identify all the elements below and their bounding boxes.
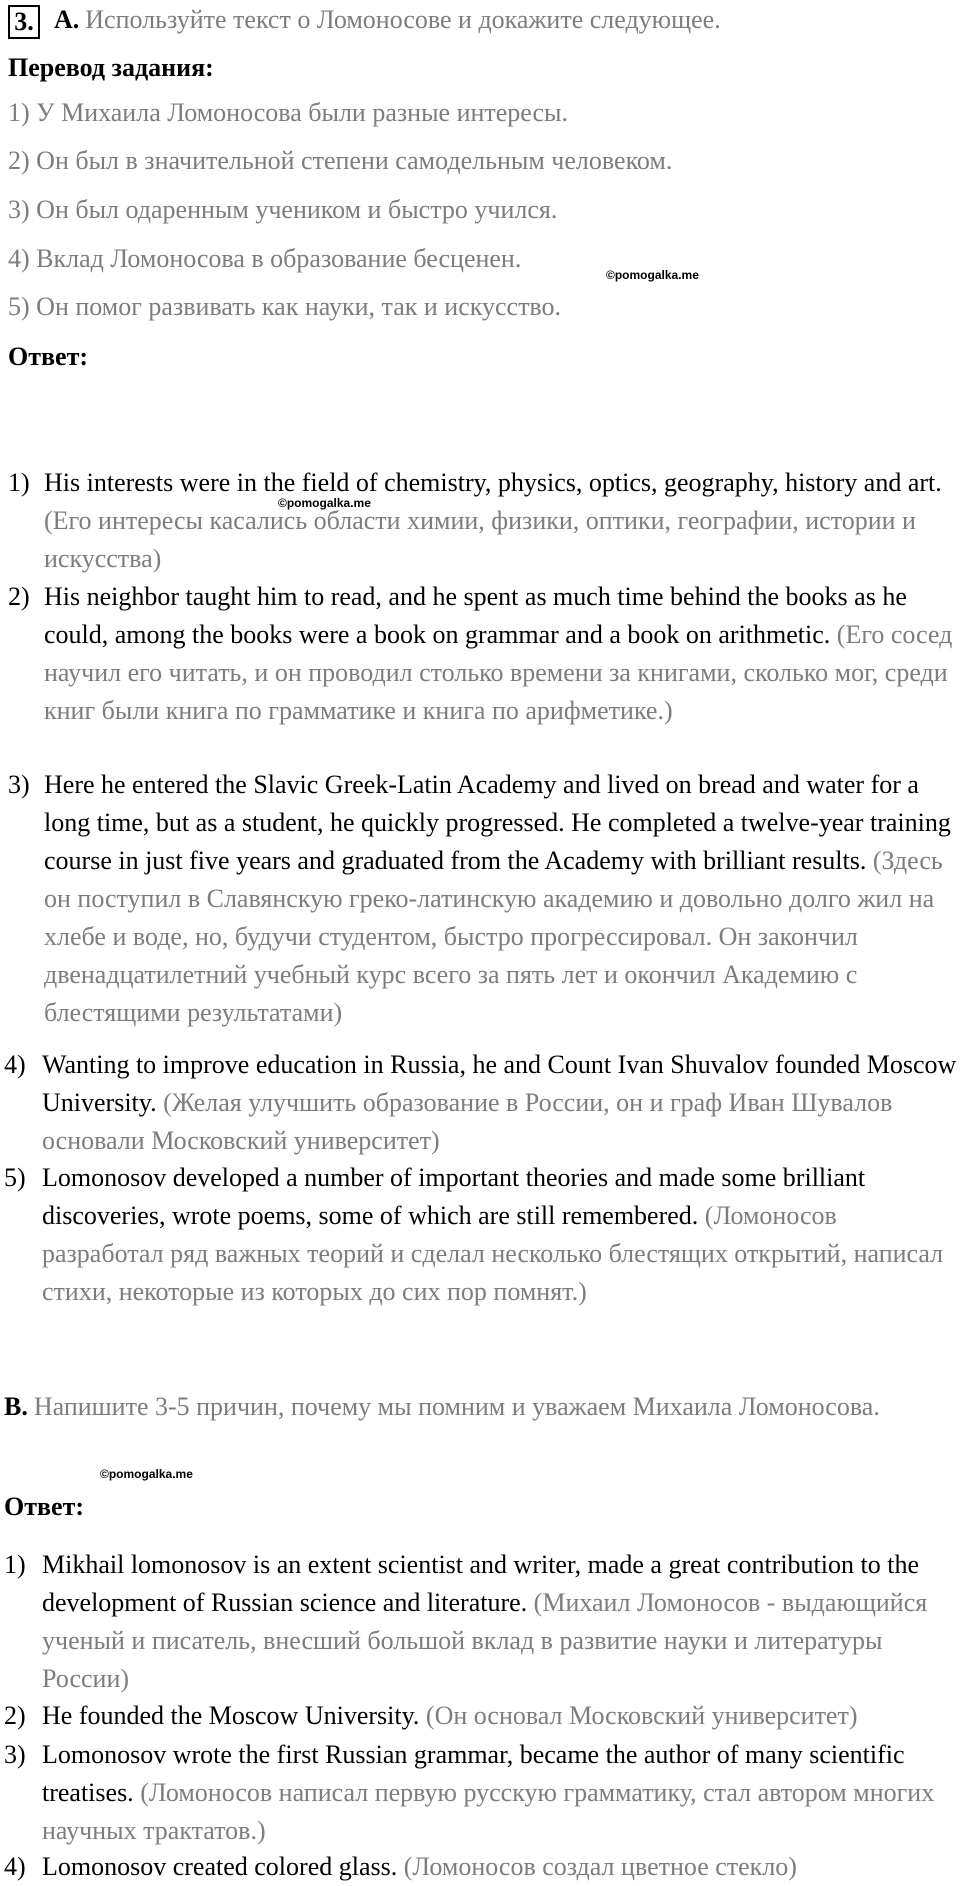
list-item: 2) He founded the Moscow University. (Он основал Московский университет) (4, 1701, 858, 1730)
list-item: 1) His interests were in the field of chemistry, physics, optics, geography, history and art. (Его интересы касались области химии, физики, оптики, географии, истории и искусства) (8, 468, 942, 573)
part-b-letter: B. (4, 1392, 28, 1421)
part-b-task (4, 1388, 904, 1426)
part-a-letter: A. (54, 5, 80, 34)
translation-item-4: 4) Вклад Ломоносова в образование бесценен. (8, 244, 522, 273)
watermark: ©pomogalka.me (100, 1467, 193, 1481)
answer-heading-a: Ответ: (8, 342, 89, 371)
list-item: 3) Lomonosov wrote the first Russian grammar, became the author of many scientific treatises. (Ломоносов написал первую русскую грамматику, стал автором многих научных трактатов.) (4, 1740, 935, 1845)
translation-item-5: 5) Он помог развивать как науки, так и искусство. (8, 292, 562, 321)
translation-heading: Перевод задания: (8, 53, 214, 82)
translation-item-2: 2) Он был в значительной степени самодельным человеком. (8, 146, 673, 175)
watermark: ©pomogalka.me (606, 268, 699, 282)
part-a-task-text: Используйте текст о Ломоносове и докажите следующее. (85, 5, 721, 34)
watermark: ©pomogalka.me (278, 496, 371, 510)
list-item: 4) Wanting to improve education in Russia, he and Count Ivan Shuvalov founded Moscow University. (Желая улучшить образование в России, он и граф Иван Шувалов основали Московский университет) (4, 1050, 957, 1155)
list-item: 4) Lomonosov created colored glass. (Ломоносов создал цветное стекло) (4, 1852, 797, 1881)
list-item: 1) Mikhail lomonosov is an extent scientist and writer, made a great contribution to the development of Russian science and literature. (Михаил Ломоносов - выдающийся ученый и писатель, внесший большой вклад в развитие науки и литературы России) (4, 1550, 928, 1693)
part-b-task-text: Напишите 3-5 причин, почему мы помним и уважаем Михаила Ломоносова. (33, 1392, 880, 1421)
list-item: 5) Lomonosov developed a number of important theories and made some brilliant discoveries, wrote poems, some of which are still remembered. (Ломоносов разработал ряд важных теорий и сделал несколько блестящих открытий, написал стихи, некоторые из которых до сих пор помнят.) (4, 1163, 944, 1306)
answer-heading-b: Ответ: (4, 1492, 85, 1521)
translation-item-1: 1) У Михаила Ломоносова были разные интересы. (8, 98, 569, 127)
list-item: 2) His neighbor taught him to read, and he spent as much time behind the books as he could, among the books were a book on grammar and a book on arithmetic. (Его сосед научил его читать, и он проводил столько времени за книгами, сколько мог, среди книг были книга по грамматике и книга по арифметике.) (8, 582, 953, 725)
task-number: 3. (8, 5, 40, 39)
list-item: 3) Here he entered the Slavic Greek-Latin Academy and lived on bread and water for a long time, but as a student, he quickly progressed. He completed a twelve-year training course in just five years and graduated from the Academy with brilliant results. (Здесь он поступил в Славянскую греко-латинскую академию и довольно долго жил на хлебе и воде, но, будучи студентом, быстро прогрессировал. Он закончил двенадцатилетний учебный курс всего за пять лет и окончил Академию с блестящими результатами) (8, 770, 951, 1027)
task-header (8, 0, 721, 40)
translation-item-3: 3) Он был одаренным учеником и быстро учился. (8, 195, 558, 224)
